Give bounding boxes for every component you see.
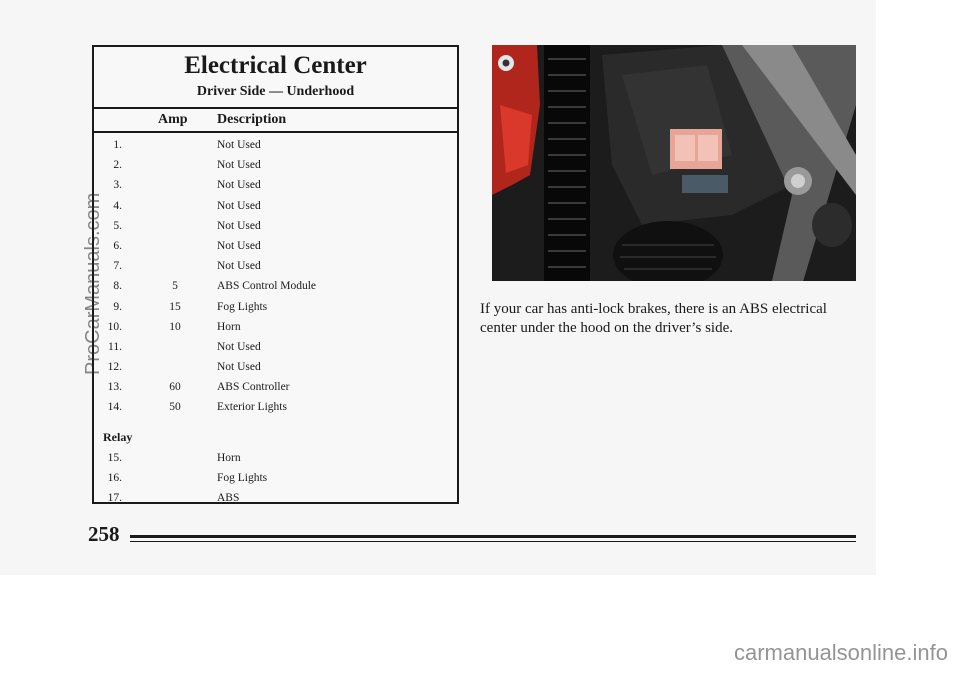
fuse-description: Not Used [217, 340, 261, 353]
side-watermark: ProCarManuals.com [82, 192, 104, 375]
bottom-watermark: carmanualsonline.info [733, 640, 948, 665]
table-row [94, 137, 457, 157]
fuse-description: Not Used [217, 239, 261, 252]
fuse-amp: 10 [169, 320, 181, 333]
fuse-number: 2. [113, 159, 122, 172]
table-row [94, 359, 457, 379]
fuse-number: 10. [107, 320, 122, 333]
table-row [94, 319, 457, 339]
table-row [94, 490, 457, 510]
fuse-table [92, 45, 459, 504]
fuse-number: 11. [108, 340, 122, 353]
relay-number: 15. [107, 452, 122, 464]
table-row [94, 450, 457, 470]
table-row [94, 258, 457, 278]
fuse-number: 9. [113, 300, 122, 313]
table-row [94, 238, 457, 258]
fuse-description: Not Used [217, 159, 261, 172]
fuse-number: 14. [107, 401, 122, 414]
table-row [94, 399, 457, 419]
table-row [94, 278, 457, 298]
fuse-description: Not Used [217, 361, 261, 374]
relay-rows [94, 450, 457, 511]
relay-description: Horn [217, 452, 241, 464]
fuse-description: Not Used [217, 139, 261, 151]
fuse-amp: 15 [169, 300, 181, 313]
fuse-description: ABS Control Module [217, 280, 317, 293]
engine-bay-illustration [492, 45, 856, 281]
photo-caption: If your car has anti-lock brakes, there is an ABS electrical center under the hood on the driver’s side. [480, 301, 827, 336]
fuse-description: Not Used [217, 199, 261, 212]
fuse-description: Fog Lights [217, 300, 268, 313]
fuse-amp: 50 [169, 401, 181, 414]
fuse-description: Exterior Lights [217, 401, 287, 414]
column-header-row [94, 109, 457, 133]
table-row [94, 299, 457, 319]
fuse-number: 3. [113, 179, 122, 192]
relay-description: ABS [217, 492, 240, 505]
relay-section-label: Relay [103, 430, 133, 444]
fuse-number: 4. [113, 199, 122, 212]
table-header [94, 47, 457, 109]
fuse-amp: 5 [172, 280, 178, 293]
table-row [94, 470, 457, 490]
fuse-number: 6. [113, 239, 122, 252]
table-subtitle: Driver Side — Underhood [196, 84, 355, 99]
fuse-description: Not Used [217, 260, 261, 273]
fuse-number: 7. [113, 260, 122, 273]
column-header-description: Description [217, 112, 287, 127]
fuse-number: 5. [113, 219, 122, 232]
page-number: 258 [88, 522, 120, 546]
fuse-description: Not Used [217, 179, 261, 192]
relay-description: Fog Lights [217, 472, 268, 485]
relay-number: 17. [107, 492, 122, 505]
table-row [94, 177, 457, 197]
table-row [94, 157, 457, 177]
column-header-amp: Amp [158, 112, 188, 127]
footer-rule [130, 535, 856, 538]
fuse-rows [94, 137, 457, 420]
footer-rule-thin [130, 541, 856, 542]
table-row [94, 339, 457, 359]
electrical-center-photo [492, 45, 856, 281]
fuse-description: Horn [217, 320, 241, 333]
table-row [94, 218, 457, 238]
table-row [94, 379, 457, 399]
fuse-number: 1. [113, 139, 122, 151]
fuse-number: 8. [113, 280, 122, 293]
fuse-number: 12. [107, 361, 122, 374]
relay-number: 16. [107, 472, 122, 485]
table-row [94, 198, 457, 218]
fuse-description: Not Used [217, 219, 261, 232]
fuse-number: 13. [107, 381, 122, 394]
table-title: Electrical Center [184, 52, 367, 79]
fuse-description: ABS Controller [217, 381, 290, 394]
fuse-amp: 60 [169, 381, 181, 394]
